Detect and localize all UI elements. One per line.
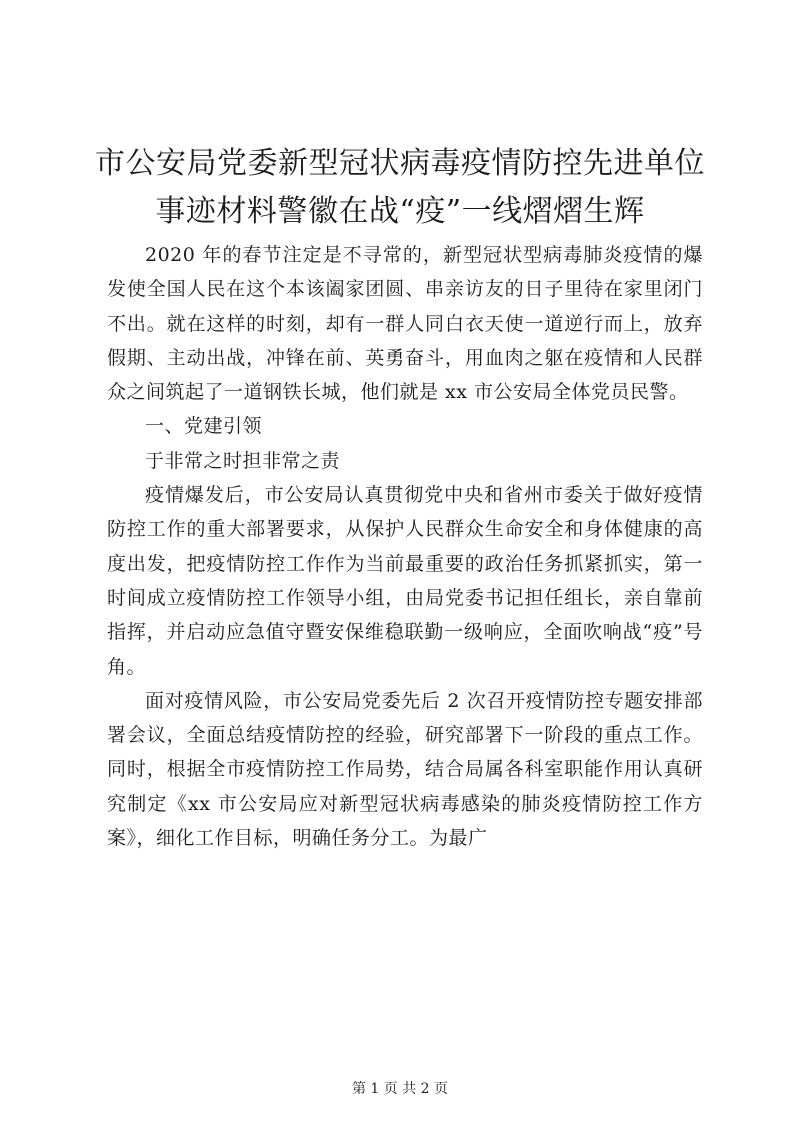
- page-footer: 第 1 页 共 2 页: [351, 1081, 449, 1097]
- body-paragraph: 面对疫情风险，市公安局党委先后 2 次召开疫情防控专题安排部署会议，全面总结疫情防控的经验，研究部署下一阶段的重点工作。同时，根据全市疫情防控工作局势，结合局属各科室职能作用认真研究制定《xx 市公安局应对新型冠状病毒感染的肺炎疫情防控工作方案》，细化工作目标，明确任务分工。为最广: [107, 689, 703, 850]
- title-line-2: 事迹材料警徽在战“疫”一线熠熠生辉: [155, 194, 645, 229]
- document-title: [90, 140, 710, 236]
- intro-paragraph: 2020 年的春节注定是不寻常的，新型冠状型病毒肺炎疫情的爆发使全国人民在这个本该阖家团圆、串亲访友的日子里待在家里闭门不出。就在这样的时刻，却有一群人同白衣天使一道逆行而上，放弃假期、主动出战，冲锋在前、英勇奋斗，用血肉之躯在疫情和人民群众之间筑起了一道钢铁长城，他们就是 xx 市公安局全体党员民警。: [107, 244, 703, 404]
- section-subheading: 于非常之时担非常之责: [145, 449, 341, 472]
- title-line-1: 市公安局党委新型冠状病毒疫情防控先进单位: [95, 146, 705, 181]
- section-heading: 一、党建引领: [145, 415, 263, 438]
- body-paragraph: 疫情爆发后，市公安局认真贯彻党中央和省州市委关于做好疫情防控工作的重大部署要求，从保护人民群众生命安全和身体健康的高度出发，把疫情防控工作作为当前最重要的政治任务抓紧抓实，第一时间成立疫情防控工作领导小组，由局党委书记担任组长，亲自靠前指挥，并启动应急值守暨安保维稳联勤一级响应，全面吹响战“疫”号角。: [107, 484, 703, 678]
- document-body: [107, 238, 703, 855]
